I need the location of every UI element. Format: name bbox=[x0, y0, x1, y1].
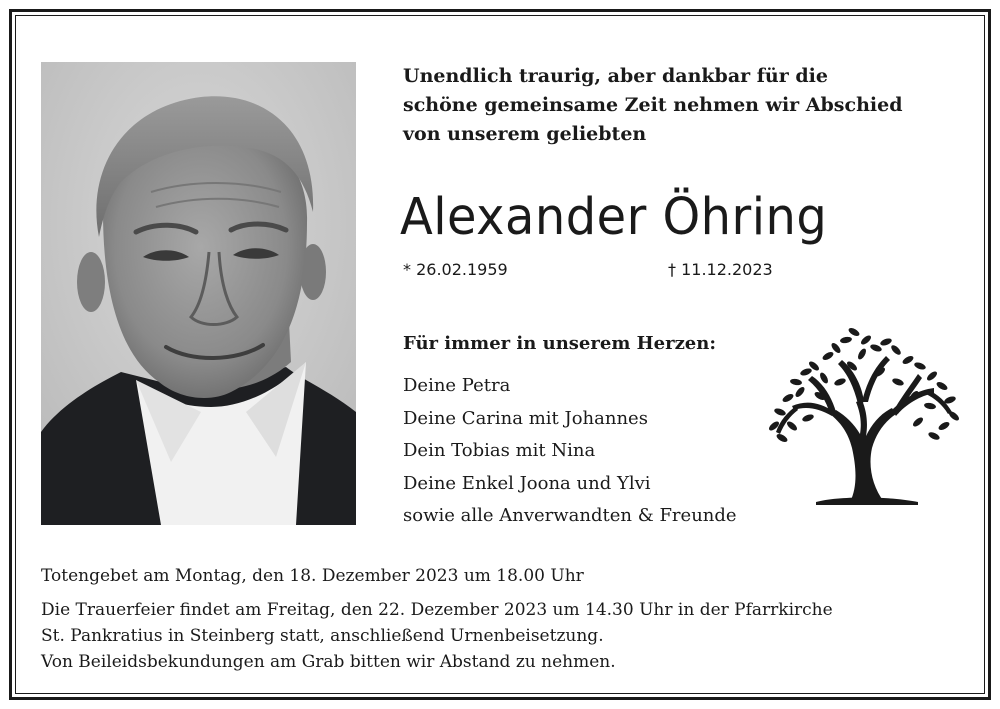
service-info-line: Die Trauerfeier findet am Freitag, den 22. Dezember 2023 um 14.30 Uhr in der Pfarrkirche bbox=[41, 600, 833, 620]
mourners-list bbox=[403, 370, 737, 533]
prayer-info: Totengebet am Montag, den 18. Dezember 2023 um 18.00 Uhr bbox=[41, 566, 584, 586]
birth-date: * 26.02.1959 bbox=[403, 260, 508, 279]
intro-line: von unserem geliebten bbox=[403, 123, 647, 145]
intro-line: Unendlich traurig, aber dankbar für die bbox=[403, 65, 828, 87]
intro-line: schöne gemeinsame Zeit nehmen wir Abschied bbox=[403, 94, 903, 116]
tree-icon bbox=[768, 326, 960, 510]
mourner-line: Deine Enkel Joona und Ylvi bbox=[403, 472, 651, 494]
mourner-line: sowie alle Anverwandten & Freunde bbox=[403, 505, 737, 526]
mourner-line: Dein Tobias mit Nina bbox=[403, 440, 596, 461]
death-date: † 11.12.2023 bbox=[668, 260, 773, 279]
service-details bbox=[41, 563, 981, 675]
portrait-photo bbox=[41, 62, 356, 525]
mourners-heading: Für immer in unserem Herzen: bbox=[403, 333, 716, 354]
intro-text bbox=[403, 62, 963, 149]
mourner-line: Deine Carina mit Johannes bbox=[403, 407, 648, 429]
condolence-note: Von Beileidsbekundungen am Grab bitten wir Abstand zu nehmen. bbox=[41, 652, 616, 672]
deceased-name: Alexander Öhring bbox=[400, 188, 828, 247]
service-info-line: St. Pankratius in Steinberg statt, anschließend Urnenbeisetzung. bbox=[41, 626, 604, 646]
mourner-line: Deine Petra bbox=[403, 375, 511, 396]
